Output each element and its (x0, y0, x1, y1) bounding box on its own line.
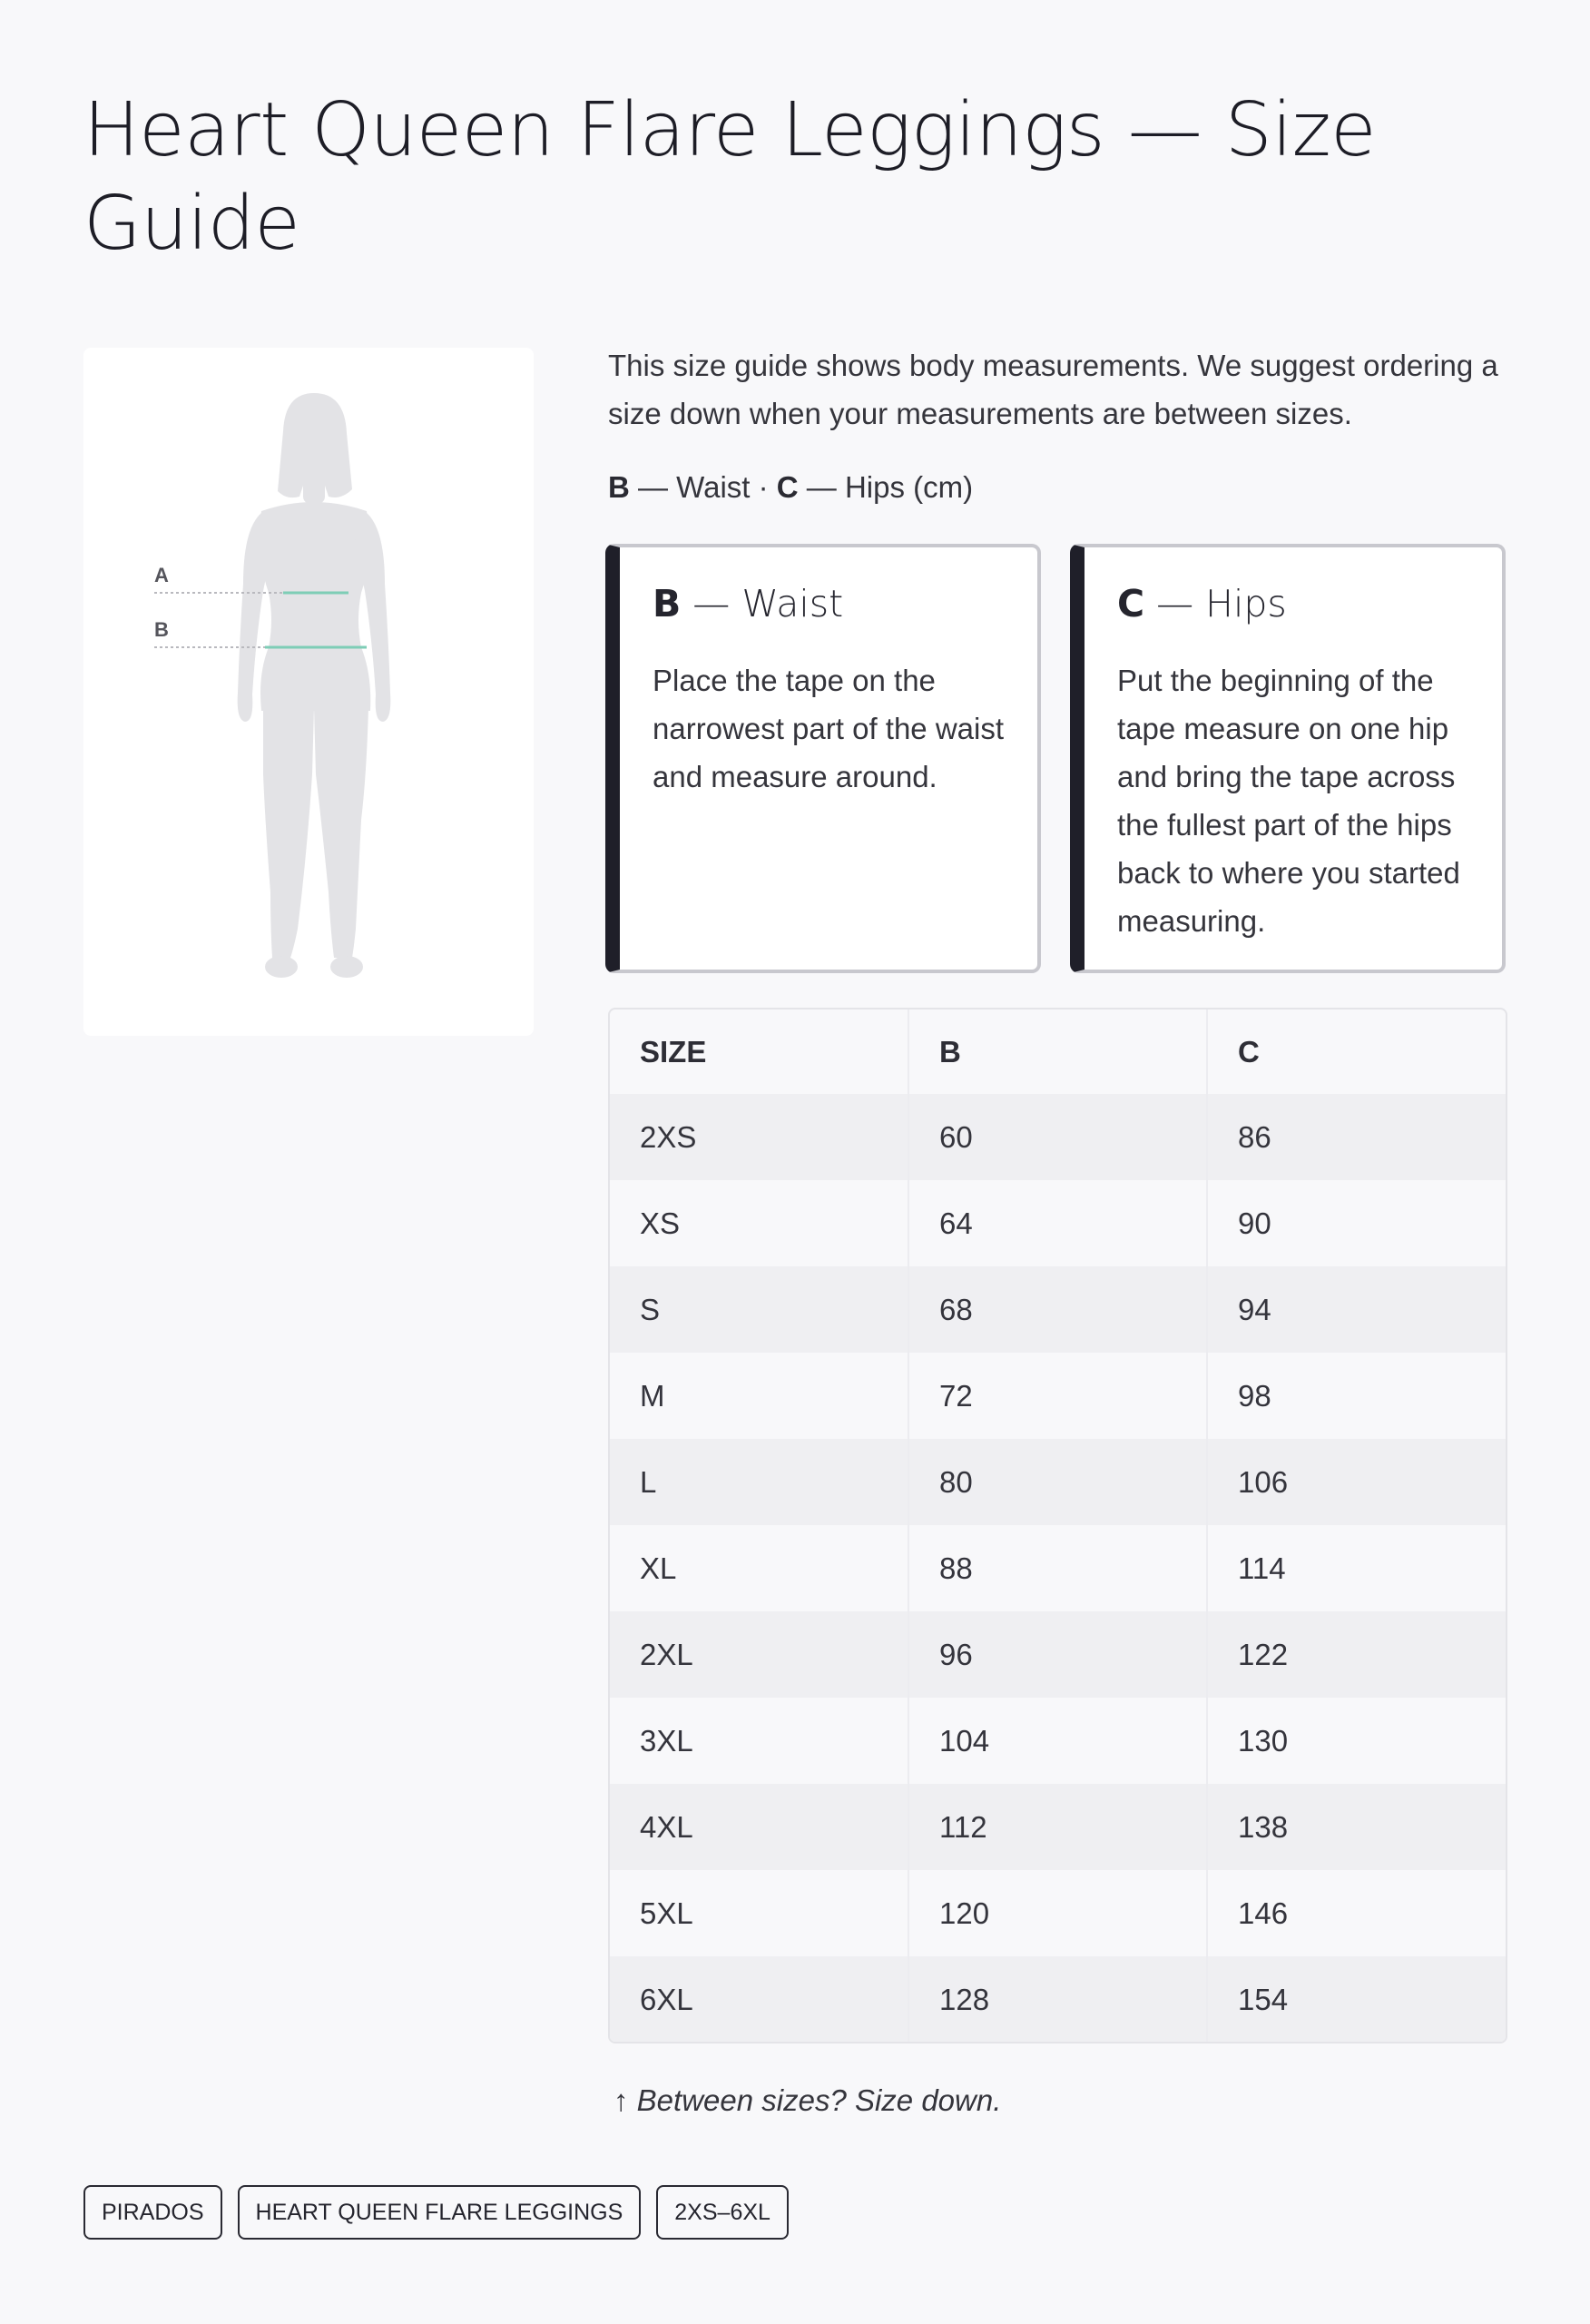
measurement-legend (608, 463, 973, 511)
hips-cell: 138 (1207, 1784, 1506, 1870)
table-row (610, 1094, 1506, 1180)
size-cell: L (610, 1439, 908, 1525)
arrow-up-icon: ↑ (613, 2083, 629, 2117)
hips-measure-card (1070, 544, 1506, 973)
legend-c-code: C (776, 470, 799, 504)
table-row (610, 1180, 1506, 1266)
waist-cell: 96 (908, 1611, 1207, 1698)
body-measurement-figure-icon (83, 348, 534, 1036)
table-row (610, 1439, 1506, 1525)
size-cell: 2XL (610, 1611, 908, 1698)
hips-cell: 154 (1207, 1956, 1506, 2043)
legend-b-text: — Waist · (629, 470, 777, 504)
hips-cell: 114 (1207, 1525, 1506, 1611)
hips-cell: 130 (1207, 1698, 1506, 1784)
hips-card-title (1117, 580, 1287, 627)
waist-cell: 112 (908, 1784, 1207, 1870)
header-size: SIZE (640, 1034, 707, 1068)
table-row (610, 1611, 1506, 1698)
waist-measure-card (605, 544, 1041, 973)
waist-cell: 88 (908, 1525, 1207, 1611)
waist-cell: 64 (908, 1180, 1207, 1266)
waist-cell: 80 (908, 1439, 1207, 1525)
waist-card-code: B (653, 582, 682, 625)
size-cell: 2XS (610, 1094, 908, 1180)
table-row (610, 1266, 1506, 1353)
waist-cell: 104 (908, 1698, 1207, 1784)
size-cell: M (610, 1353, 908, 1439)
size-cell: 3XL (610, 1698, 908, 1784)
size-table (608, 1008, 1507, 2043)
hips-cell: 90 (1207, 1180, 1506, 1266)
header-b: B (908, 1009, 1207, 1094)
figure-label-b: B (154, 618, 169, 641)
size-cell: XL (610, 1525, 908, 1611)
waist-cell: 128 (908, 1956, 1207, 2043)
hips-cell: 122 (1207, 1611, 1506, 1698)
waist-card-label: — Waist (681, 582, 844, 625)
body-figure-card (83, 348, 534, 1036)
table-row (610, 1956, 1506, 2043)
tag-size-range[interactable]: 2XS–6XL (656, 2185, 789, 2240)
hips-card-code: C (1117, 582, 1145, 625)
hips-cell: 94 (1207, 1266, 1506, 1353)
legend-b-code: B (608, 470, 630, 504)
size-cell: 4XL (610, 1784, 908, 1870)
size-cell: XS (610, 1180, 908, 1266)
page-title: Heart Queen Flare Leggings — Size Guide (83, 87, 1377, 267)
hips-cell: 146 (1207, 1870, 1506, 1956)
header-c: C (1207, 1009, 1506, 1094)
waist-cell: 120 (908, 1870, 1207, 1956)
legend-c-text: — Hips (cm) (798, 470, 974, 504)
tag-list (83, 2185, 789, 2240)
hips-cell: 106 (1207, 1439, 1506, 1525)
waist-cell: 68 (908, 1266, 1207, 1353)
hips-cell: 86 (1207, 1094, 1506, 1180)
table-row (610, 1784, 1506, 1870)
figure-label-a: A (154, 564, 169, 586)
table-row (610, 1870, 1506, 1956)
hips-card-text: Put the beginning of the tape measure on one hip and bring the tape across the fullest part of the hips back to where you started measuring. (1117, 664, 1460, 938)
waist-cell: 72 (908, 1353, 1207, 1439)
intro-text: This size guide shows body measurements. We suggest ordering a size down when your measurements are between sizes. (608, 349, 1498, 430)
size-cell: 6XL (610, 1956, 908, 2043)
hips-cell: 98 (1207, 1353, 1506, 1439)
table-header-row (610, 1009, 1506, 1094)
table-row (610, 1353, 1506, 1439)
hips-card-label: — Hips (1144, 582, 1287, 625)
size-down-note-text: Between sizes? Size down. (636, 2083, 1002, 2117)
waist-card-text: Place the tape on the narrowest part of the waist and measure around. (653, 664, 1005, 793)
tag-brand[interactable]: PIRADOS (83, 2185, 222, 2240)
tag-product[interactable]: HEART QUEEN FLARE LEGGINGS (238, 2185, 642, 2240)
size-down-note (613, 2076, 1001, 2124)
table-row (610, 1525, 1506, 1611)
waist-card-title (653, 580, 843, 627)
size-cell: S (610, 1266, 908, 1353)
waist-cell: 60 (908, 1094, 1207, 1180)
table-row (610, 1698, 1506, 1784)
size-cell: 5XL (610, 1870, 908, 1956)
